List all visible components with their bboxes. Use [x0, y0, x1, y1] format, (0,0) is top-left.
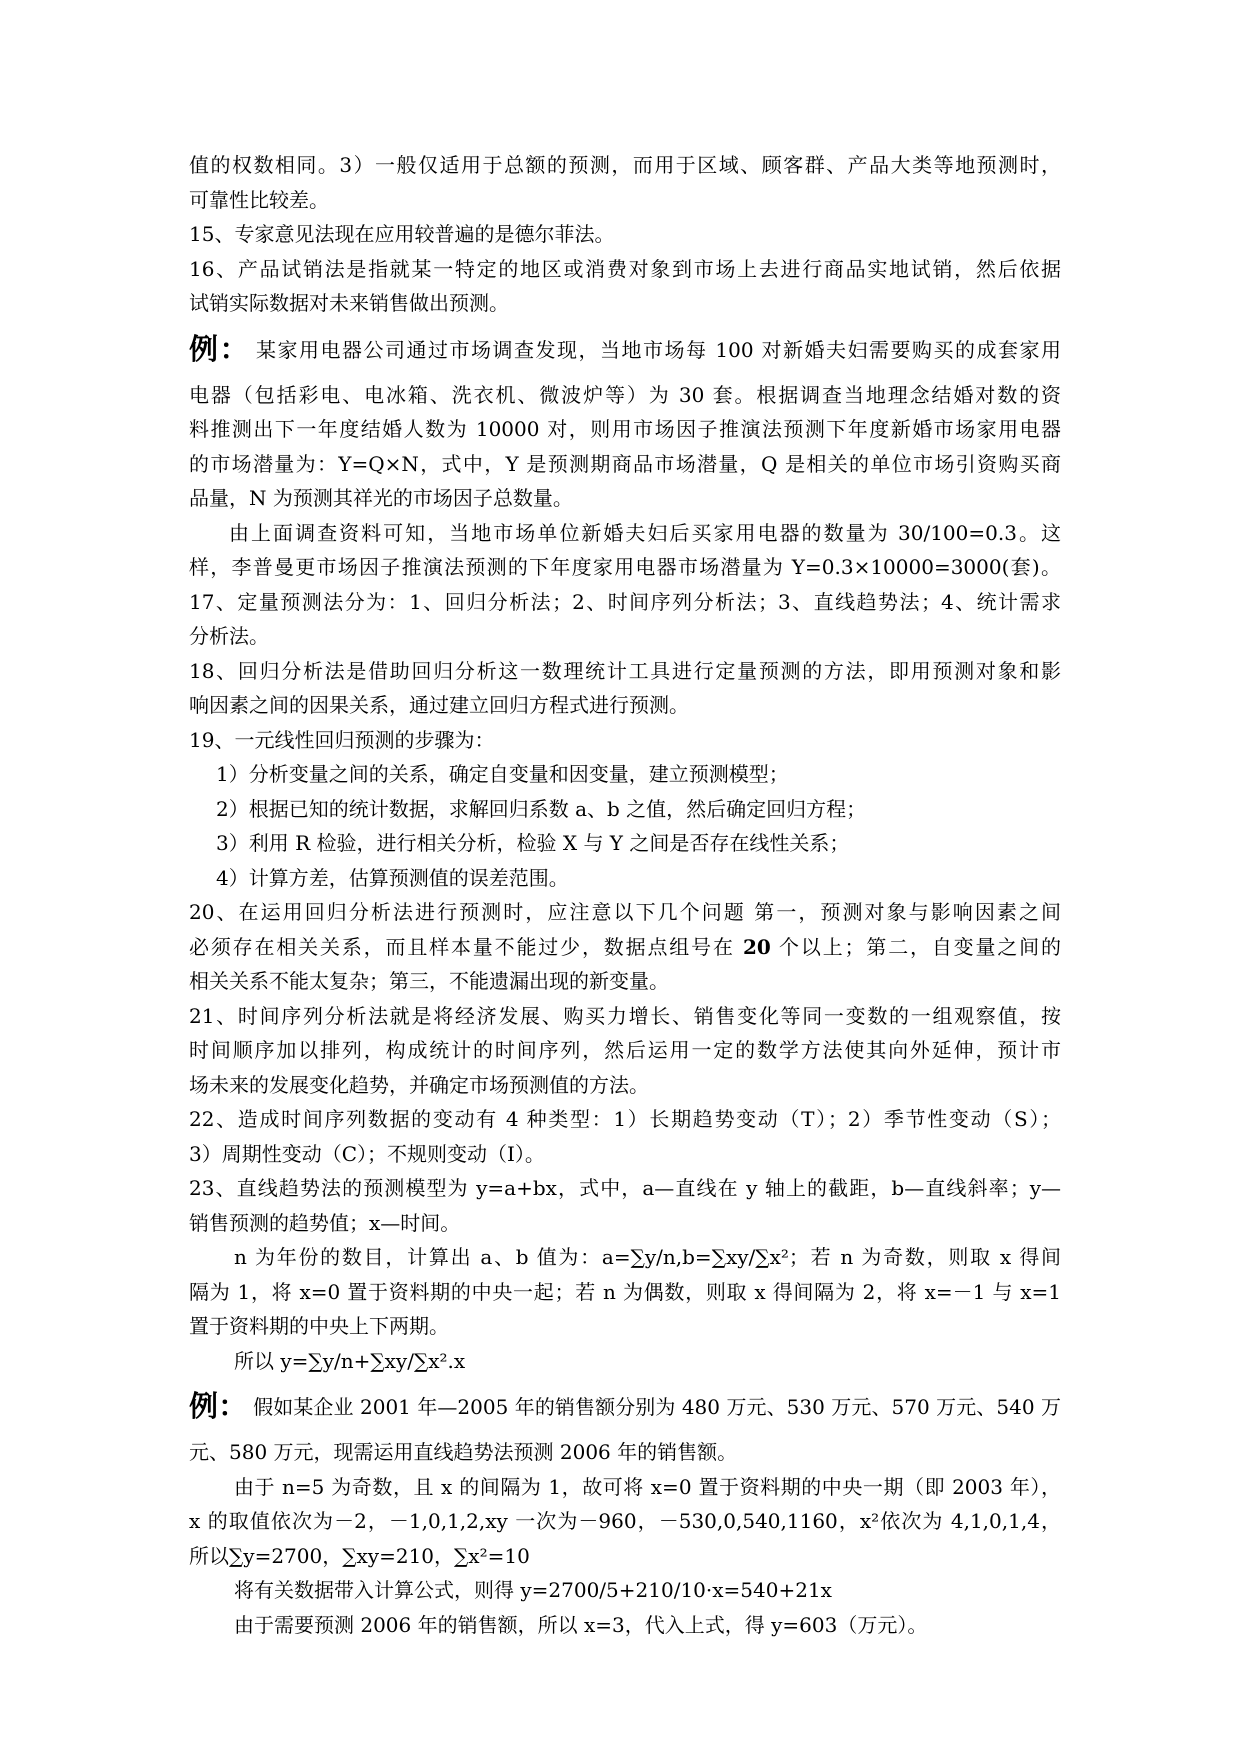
text-line: 的市场潜量为：Y=Q×N，式中，Y 是预测期商品市场潜量，Q 是相关的单位市场引资购买商: [189, 451, 1061, 476]
text-line: 分析法。: [189, 624, 269, 648]
example-1-heading: [189, 321, 1061, 378]
example-label: 例：: [189, 331, 251, 366]
example-2-heading: [189, 1378, 1061, 1435]
item-19: 19、一元线性回归预测的步骤为：: [189, 727, 495, 752]
text-line: 响因素之间的因果关系，通过建立回归方程式进行预测。: [189, 693, 689, 717]
text-line: 料推测出下一年度结婚人数为 10000 对，则用市场因子推演法预测下年度新婚市场家用电器: [189, 417, 1061, 441]
text-line: 元、580 万元，现需运用直线趋势法预测 2006 年的销售额。: [189, 1440, 738, 1464]
text-segment: 必须存在相关关系，而且样本量不能过少，数据点组号在: [189, 934, 735, 959]
text-line: 销售预测的趋势值；x—时间。: [189, 1210, 461, 1235]
bold-number: 20: [743, 934, 771, 959]
text-line: 场未来的发展变化趋势，并确定市场预测值的方法。: [189, 1072, 649, 1097]
formula-line: 所以 y=∑y/n+∑xy/∑x².x: [234, 1348, 466, 1373]
text-line: 相关关系不能太复杂；第三，不能遗漏出现的新变量。: [189, 969, 669, 993]
step-3: 3）利用 R 检验，进行相关分析，检验 X 与 Y 之间是否存在线性关系；: [216, 831, 850, 855]
item-22: 22、造成时间序列数据的变动有 4 种类型：1）长期趋势变动（T）；2）季节性变动（S）；: [189, 1107, 1061, 1131]
item-17: 17、定量预测法分为：1、回归分析法；2、时间序列分析法；3、直线趋势法；4、统计需求: [189, 589, 1061, 614]
step-2: 2）根据已知的统计数据，求解回归系数 a、b 之值，然后确定回归方程；: [216, 796, 867, 821]
text-line: 可靠性比较差。: [189, 187, 329, 212]
item-20: 20、在运用回归分析法进行预测时，应注意以下几个问题 第一，预测对象与影响因素之间: [189, 900, 1061, 924]
text-line: 样，李普曼更市场因子推演法预测的下年度家用电器市场潜量为 Y=0.3×10000=3000(套)。: [189, 555, 1061, 579]
example-1-text: 某家用电器公司通过市场调查发现，当地市场每 100 对新婚夫妇需要购买的成套家用: [256, 337, 1061, 362]
item-16: 16、产品试销法是指就某一特定的地区或消费对象到市场上去进行商品实地试销，然后依据: [189, 256, 1061, 281]
text-line: 由上面调查资料可知，当地市场单位新婚夫妇后买家用电器的数量为 30/100=0.3。这: [229, 520, 1061, 545]
text-line: n 为年份的数目，计算出 a、b 值为：a=∑y/n,b=∑xy/∑x²；若 n 为奇数，则取 x 得间: [234, 1245, 1061, 1269]
item-15: 15、专家意见法现在应用较普遍的是德尔菲法。: [189, 222, 615, 246]
text-line: 将有关数据带入计算公式，则得 y=2700/5+210/10·x=540+21x: [234, 1578, 832, 1602]
text-line: 置于资料期的中央上下两期。: [189, 1314, 449, 1338]
text-line: 由于需要预测 2006 年的销售额，所以 x=3，代入上式，得 y=603（万元）。: [234, 1612, 928, 1637]
document-page: [189, 148, 1061, 1642]
text-line: 时间顺序加以排列，构成统计的时间序列，然后运用一定的数学方法使其向外延伸，预计市: [189, 1038, 1061, 1062]
step-1: 1）分析变量之间的关系，确定自变量和因变量，建立预测模型；: [216, 762, 789, 786]
item-23: 23、直线趋势法的预测模型为 y=a+bx，式中，a—直线在 y 轴上的截距，b—直线斜率；y—: [189, 1176, 1061, 1200]
text-line: 品量，N 为预测其祥光的市场因子总数量。: [189, 486, 573, 510]
text-line: x 的取值依次为－2，－1,0,1,2,xy 一次为－960，－530,0,540,1160，x²依次为 4,1,0,1,4，: [189, 1509, 1061, 1533]
text-line: 隔为 1，将 x=0 置于资料期的中央一起；若 n 为偶数，则取 x 得间隔为 2，将 x=－1 与 x=1: [189, 1279, 1061, 1304]
text-line: 由于 n=5 为奇数，且 x 的间隔为 1，故可将 x=0 置于资料期的中央一期（即 2003 年），: [234, 1474, 1061, 1499]
text-segment: 个以上；第二，自变量之间的: [770, 934, 1061, 959]
text-line: 试销实际数据对未来销售做出预测。: [189, 291, 509, 315]
text-line: 所以∑y=2700，∑xy=210，∑x²=10: [189, 1543, 530, 1568]
item-21: 21、时间序列分析法就是将经济发展、购买力增长、销售变化等同一变数的一组观察值，按: [189, 1003, 1061, 1028]
text-line: 电器（包括彩电、电冰箱、洗衣机、微波炉等）为 30 套。根据调查当地理念结婚对数的资: [189, 382, 1061, 407]
step-4: 4）计算方差，估算预测值的误差范围。: [216, 865, 569, 890]
text-line: 3）周期性变动（C）；不规则变动（I）。: [189, 1141, 545, 1166]
example-2-text: 假如某企业 2001 年—2005 年的销售额分别为 480 万元、530 万元、570 万元、540 万: [253, 1395, 1061, 1419]
item-18: 18、回归分析法是借助回归分析这一数理统计工具进行定量预测的方法，即用预测对象和影: [189, 658, 1061, 683]
text-line: [189, 930, 1061, 965]
text-line: 值的权数相同。3）一般仅适用于总额的预测，而用于区域、顾客群、产品大类等地预测时，: [189, 153, 1061, 177]
example-label: 例：: [189, 1389, 248, 1423]
